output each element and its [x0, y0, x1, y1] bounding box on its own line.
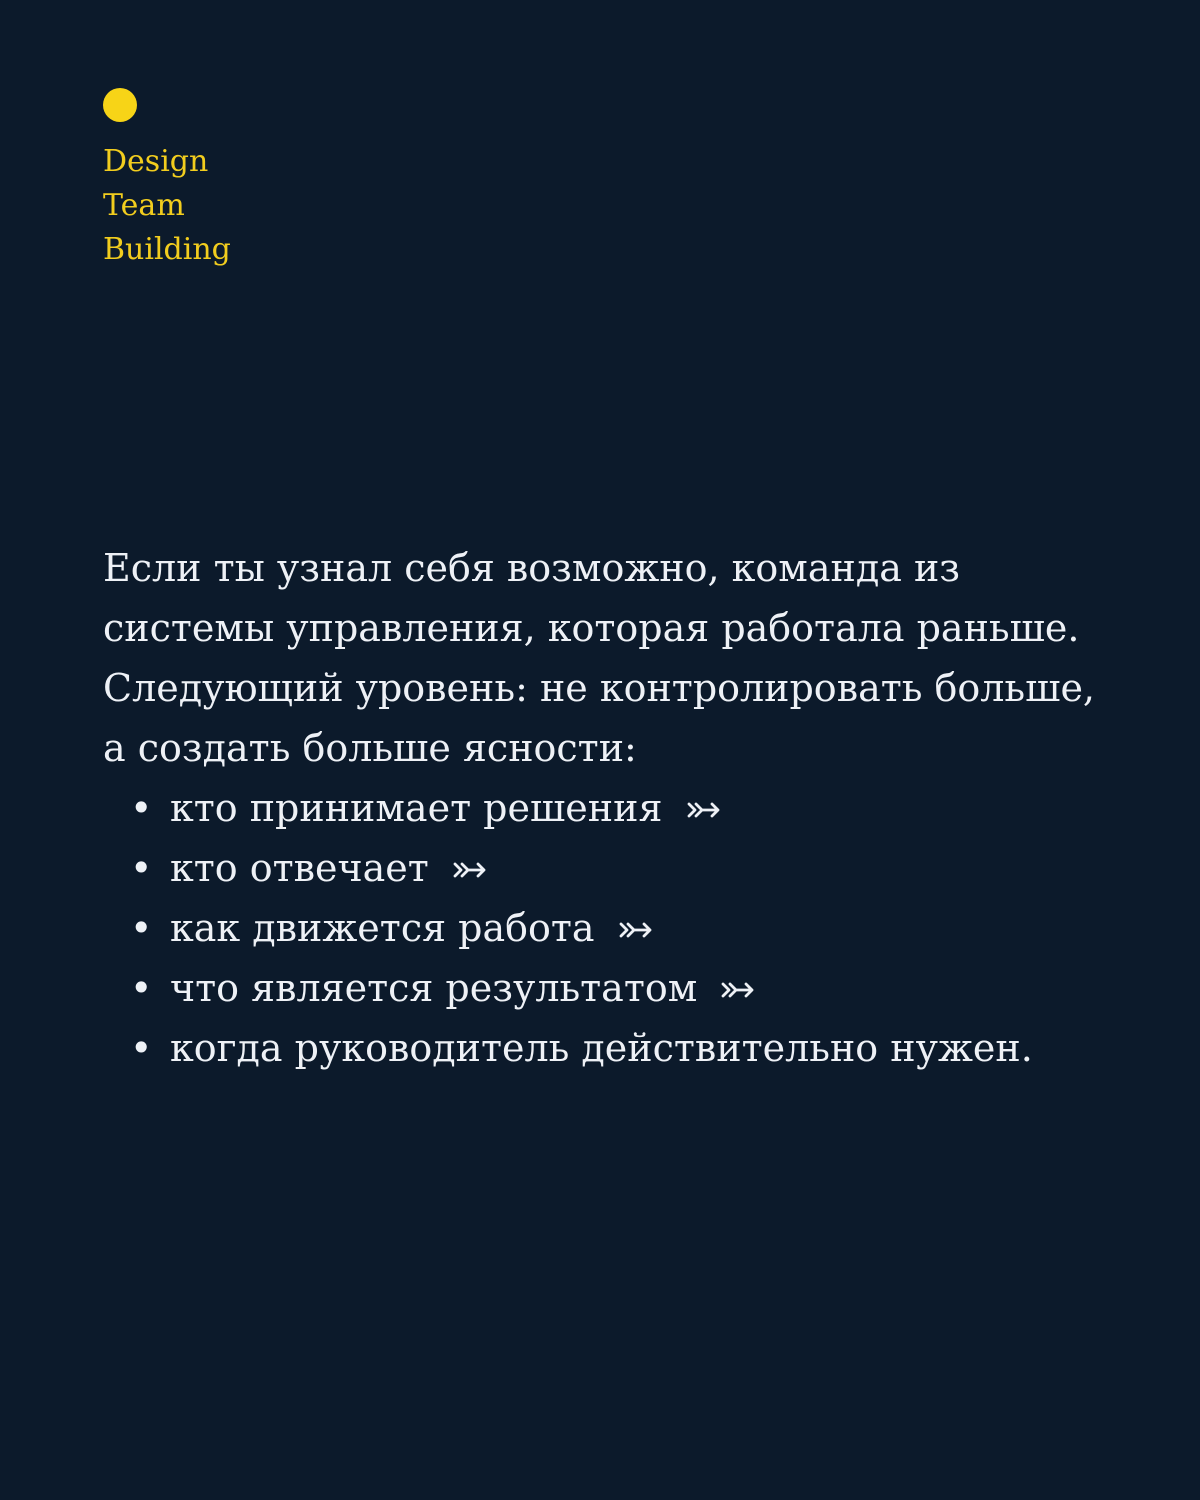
list-item-text: как движется работа [170, 906, 595, 950]
next-level-paragraph: Следующий уровень: не контролировать больше, а создать больше ясности: [103, 666, 1096, 770]
brand-text [103, 140, 231, 272]
yellow-dot-icon [103, 88, 137, 122]
list-item [103, 838, 1103, 898]
brand-line-design: Design [103, 144, 209, 179]
list-item [103, 778, 1103, 838]
brand-line-building: Building [103, 232, 231, 267]
clarity-list [103, 778, 1103, 1078]
bullet-icon: • [130, 966, 153, 1010]
brand-line-team: Team [103, 188, 185, 223]
bullet-icon: • [130, 846, 153, 890]
bullet-icon: • [130, 1026, 153, 1070]
main-text-block [103, 538, 1103, 1078]
list-item [103, 958, 1103, 1018]
bullet-icon: • [130, 786, 153, 830]
brand-block [103, 88, 231, 272]
list-item-text: кто отвечает [170, 846, 429, 890]
list-item-text: когда руководитель действительно нужен. [170, 1026, 1033, 1070]
double-arrow-icon [721, 980, 755, 1000]
list-item [103, 1018, 1103, 1078]
list-item [103, 898, 1103, 958]
double-arrow-icon [453, 860, 487, 880]
double-arrow-icon [687, 800, 721, 820]
list-item-text: что является результатом [170, 966, 698, 1010]
list-item-text: кто принимает решения [170, 786, 663, 830]
bullet-icon: • [130, 906, 153, 950]
intro-paragraph: Если ты узнал себя возможно, команда из системы управления, которая работала раньше. [103, 546, 1080, 650]
double-arrow-icon [619, 920, 653, 940]
